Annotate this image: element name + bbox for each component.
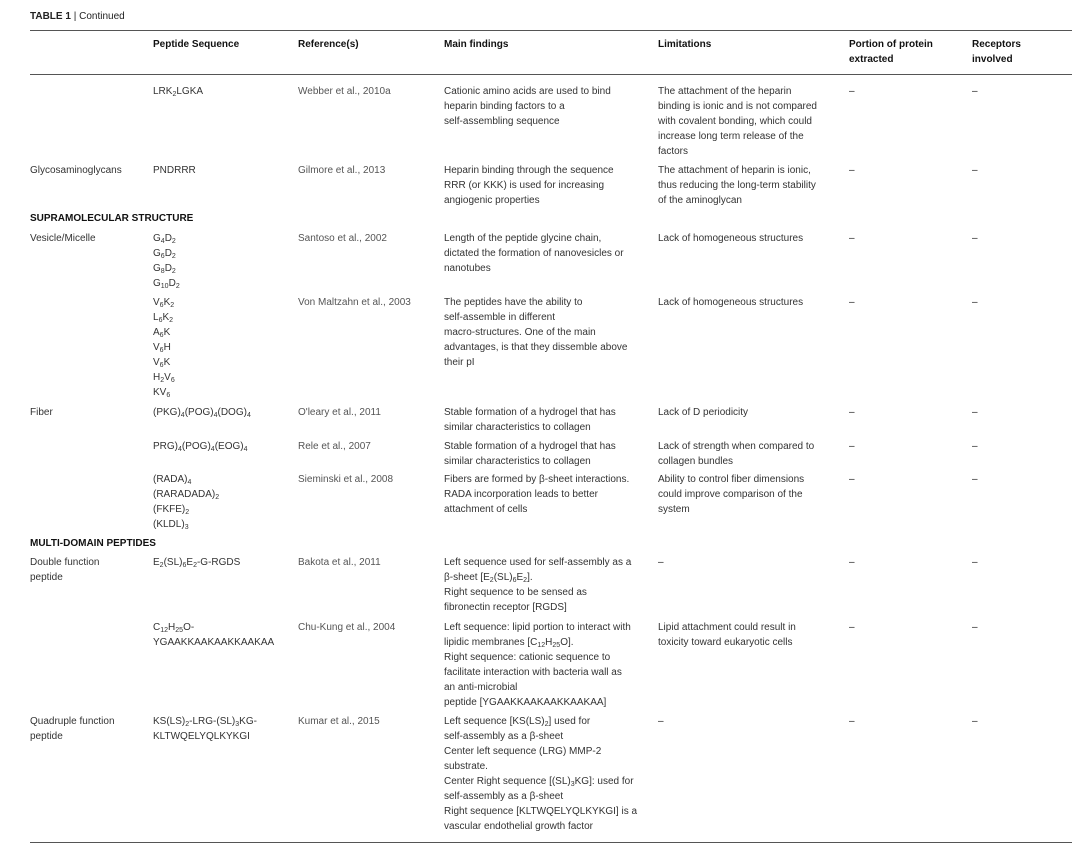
table-caption [30, 9, 125, 24]
section-supramolecular: SUPRAMOLECULAR STRUCTURE [30, 213, 194, 224]
limitations-dash: – [658, 557, 664, 568]
receptors-dash: – [972, 165, 978, 176]
header-rule [30, 74, 1072, 75]
peptide-sequence: $C_{12}H_{25}O-$ YGAAKKAAKAAKKAAKAA [153, 622, 275, 648]
reference: Sieminski et al., 2008 [298, 474, 394, 485]
limitations: The attachment of the heparin binding is ionic and is not compared with covalent bonding, which could increase long term release of the factors [658, 86, 817, 157]
limitations: Lipid attachment could result in toxicity toward eukaryotic cells [658, 622, 796, 648]
main-findings: Left sequence used for self-assembly as a β-sheet $[E_2(SL)_6E_2]$. Right sequence to be sensed as fibronectin receptor [RGDS] [444, 557, 632, 613]
main-findings: Left sequence: lipid portion to interact with lipidic membranes $[C_{12}H_{25}O]$. Right sequence: cationic sequence to facilitate interaction with bacteria wall as an anti-microbial peptide [YGAAKKAAKAAKKAAKAA] [444, 622, 631, 708]
portion-dash: – [849, 297, 855, 308]
peptide-sequence: $E_2(SL)_6E_2-G$-RGDS [153, 557, 241, 569]
portion-dash: – [849, 86, 855, 97]
limitations: The attachment of heparin is ionic, thus reducing the long-term stability of the aminoglycan [658, 165, 816, 206]
portion-dash: – [849, 407, 855, 418]
receptors-dash: – [972, 441, 978, 452]
portion-dash: – [849, 233, 855, 244]
receptors-dash: – [972, 716, 978, 727]
reference: Santoso et al., 2002 [298, 233, 387, 244]
portion-dash: – [849, 165, 855, 176]
main-findings: Fibers are formed by β-sheet interactions. RADA incorporation leads to better attachment of cells [444, 474, 630, 515]
limitations: Lack of homogeneous structures [658, 297, 804, 308]
top-rule [30, 30, 1072, 31]
peptide-sequence: $(PKG)_4(POG)_4(DOG)_4$ [153, 407, 251, 419]
portion-dash: – [849, 474, 855, 485]
receptors-dash: – [972, 233, 978, 244]
limitations: Lack of strength when compared to collagen bundles [658, 441, 815, 467]
reference: Bakota et al., 2011 [298, 557, 381, 568]
peptide-sequence: PNDRRR [153, 165, 196, 176]
main-findings: Heparin binding through the sequence RRR (or KKK) is used for increasing angiogenic properties [444, 165, 614, 206]
header-findings: Main findings [444, 39, 509, 50]
reference: O'leary et al., 2011 [298, 407, 381, 418]
header-receptors: Receptors involved [972, 39, 1021, 65]
reference: Rele et al., 2007 [298, 441, 371, 452]
receptors-dash: – [972, 407, 978, 418]
portion-dash: – [849, 557, 855, 568]
table-label: TABLE 1 [30, 11, 71, 22]
header-portion: Portion of protein extracted [849, 39, 933, 65]
header-limitations: Limitations [658, 39, 712, 50]
reference: Kumar et al., 2015 [298, 716, 380, 727]
reference: Gilmore et al., 2013 [298, 165, 386, 176]
main-findings: Stable formation of a hydrogel that has similar characteristics to collagen [444, 407, 616, 433]
row-category: Glycosaminoglycans [30, 165, 122, 176]
section-multidomain: MULTI-DOMAIN PEPTIDES [30, 538, 156, 549]
peptide-sequence: $G_4D_2$ $G_6D_2$ $G_8D_2$ $G_{10}D_2$ [153, 233, 180, 290]
row-category: Fiber [30, 407, 53, 418]
peptide-sequence: $KS(LS)_2-LRG-(SL)_3KG-$ KLTWQELYQLKYKGI [153, 716, 257, 742]
portion-dash: – [849, 441, 855, 452]
reference: Von Maltzahn et al., 2003 [298, 297, 411, 308]
receptors-dash: – [972, 297, 978, 308]
main-findings: Cationic amino acids are used to bind heparin binding factors to a self-assembling sequence [444, 86, 611, 127]
limitations: Lack of D periodicity [658, 407, 749, 418]
reference: Webber et al., 2010a [298, 86, 391, 97]
receptors-dash: – [972, 557, 978, 568]
main-findings: The peptides have the ability to self-assemble in different macro-structures. One of the main advantages, is that they dissemble above their pI [444, 297, 628, 368]
receptors-dash: – [972, 86, 978, 97]
reference: Chu-Kung et al., 2004 [298, 622, 396, 633]
receptors-dash: – [972, 622, 978, 633]
caption-text: Continued [79, 11, 125, 22]
row-category: Double function peptide [30, 557, 100, 583]
portion-dash: – [849, 622, 855, 633]
peptide-sequence: $V_6K_2$ $L_6K_2$ $A_6K$ $V_6H$ $V_6K$ $H_2V_6$ $KV_6$ [153, 297, 175, 399]
limitations: Lack of homogeneous structures [658, 233, 804, 244]
main-findings: Length of the peptide glycine chain, dictated the formation of nanovesicles or nanotubes [444, 233, 624, 274]
main-findings: Stable formation of a hydrogel that has similar characteristics to collagen [444, 441, 616, 467]
limitations: Ability to control fiber dimensions could improve comparison of the system [658, 474, 805, 515]
peptide-sequence: $PRG)_4(POG)_4(EOG)_4$ [153, 441, 248, 453]
portion-dash: – [849, 716, 855, 727]
peptide-sequence: $LRK_2LGKA$ [153, 86, 204, 98]
limitations-dash: – [658, 716, 664, 727]
bottom-rule [30, 842, 1072, 843]
receptors-dash: – [972, 474, 978, 485]
row-category: Vesicle/Micelle [30, 233, 96, 244]
header-peptide: Peptide Sequence [153, 39, 240, 50]
row-category: Quadruple function peptide [30, 716, 115, 742]
header-reference: Reference(s) [298, 39, 359, 50]
main-findings: Left sequence $[KS(LS)_2]$ used for self-assembly as a β-sheet Center left sequence (LRG) MMP-2 substrate. Center Right sequence $[(SL)_3KG]$: used for self-assembly as a β-sheet Right sequence [KLTWQELYQLKYKGI] is a vascular endothelial growth factor [444, 716, 638, 832]
caption-separator: | [73, 11, 77, 22]
peptide-sequence: $(RADA)_4$ $(RARADADA)_2$ $(FKFE)_2$ $(KLDL)_3$ [153, 474, 220, 531]
